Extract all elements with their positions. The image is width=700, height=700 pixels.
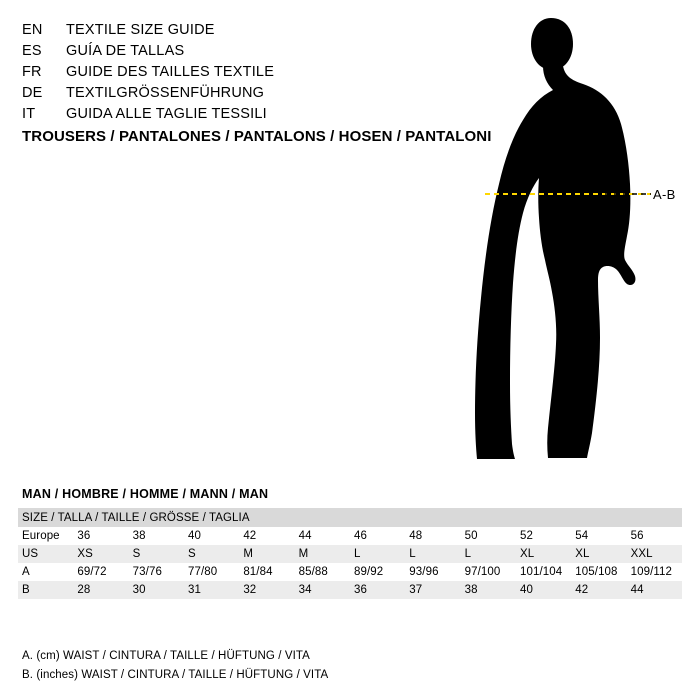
cell: 46 (350, 527, 405, 545)
cell: 30 (129, 581, 184, 599)
cell: 44 (627, 581, 682, 599)
cell: 85/88 (295, 563, 350, 581)
table-row (18, 563, 682, 581)
cell: 89/92 (350, 563, 405, 581)
language-code: DE (22, 85, 43, 101)
cell: L (461, 545, 516, 563)
cell: 97/100 (461, 563, 516, 581)
table-row (18, 545, 682, 563)
language-title: GUIDA ALLE TAGLIE TESSILI (66, 106, 267, 122)
language-title: TEXTILE SIZE GUIDE (66, 22, 215, 38)
cell: 40 (516, 581, 571, 599)
row-label: A (18, 563, 73, 581)
cell: 31 (184, 581, 239, 599)
cell: 34 (295, 581, 350, 599)
cell: 38 (129, 527, 184, 545)
cell: L (405, 545, 460, 563)
language-row (22, 85, 472, 106)
table-row (18, 527, 682, 545)
table-row (18, 581, 682, 599)
cell: M (239, 545, 294, 563)
language-row (22, 64, 472, 85)
cell: 54 (571, 527, 626, 545)
cell: 77/80 (184, 563, 239, 581)
row-label: Europe (18, 527, 73, 545)
gender-heading: MAN / HOMBRE / HOMME / MANN / MAN (22, 487, 269, 501)
cell: S (184, 545, 239, 563)
silhouette-svg (455, 8, 700, 478)
language-title: GUIDE DES TAILLES TEXTILE (66, 64, 275, 80)
language-title: TEXTILGRÖSSENFÜHRUNG (66, 85, 265, 101)
table-header-row (18, 508, 682, 527)
row-label: US (18, 545, 73, 563)
cell: 44 (295, 527, 350, 545)
note-b: B. (inches) WAIST / CINTURA / TAILLE / HÜFTUNG / VITA (22, 669, 329, 681)
cell: 38 (461, 581, 516, 599)
cell: XS (73, 545, 128, 563)
cell: 42 (571, 581, 626, 599)
row-label: B (18, 581, 73, 599)
cell: 52 (516, 527, 571, 545)
language-row (22, 106, 472, 127)
size-table (18, 508, 682, 599)
cell: 36 (350, 581, 405, 599)
language-title-block (22, 22, 472, 127)
garment-type-heading: TROUSERS / PANTALONES / PANTALONS / HOSEN / PANTALONI (22, 128, 492, 145)
cell: 42 (239, 527, 294, 545)
table-header-label: SIZE / TALLA / TAILLE / GRÖSSE / TAGLIA (18, 508, 682, 527)
language-code: EN (22, 22, 43, 38)
cell: XXL (627, 545, 682, 563)
cell: 40 (184, 527, 239, 545)
cell: XL (516, 545, 571, 563)
cell: XL (571, 545, 626, 563)
male-silhouette-figure (455, 8, 700, 478)
cell: 73/76 (129, 563, 184, 581)
cell: 50 (461, 527, 516, 545)
cell: 93/96 (405, 563, 460, 581)
cell: 109/112 (627, 563, 682, 581)
cell: L (350, 545, 405, 563)
cell: M (295, 545, 350, 563)
cell: 37 (405, 581, 460, 599)
size-table-area (18, 487, 682, 599)
language-row (22, 43, 472, 64)
language-code: FR (22, 64, 42, 80)
cell: 48 (405, 527, 460, 545)
cell: 28 (73, 581, 128, 599)
language-row (22, 22, 472, 43)
measure-label-ab: A-B (653, 187, 676, 202)
cell: 36 (73, 527, 128, 545)
language-code: IT (22, 106, 36, 122)
cell: 32 (239, 581, 294, 599)
cell: 69/72 (73, 563, 128, 581)
note-a: A. (cm) WAIST / CINTURA / TAILLE / HÜFTUNG / VITA (22, 650, 310, 662)
body-shape (475, 18, 635, 459)
cell: 105/108 (571, 563, 626, 581)
cell: 56 (627, 527, 682, 545)
cell: 81/84 (239, 563, 294, 581)
language-title: GUÍA DE TALLAS (66, 43, 185, 59)
language-code: ES (22, 43, 42, 59)
cell: 101/104 (516, 563, 571, 581)
cell: S (129, 545, 184, 563)
measurement-notes (22, 650, 328, 688)
